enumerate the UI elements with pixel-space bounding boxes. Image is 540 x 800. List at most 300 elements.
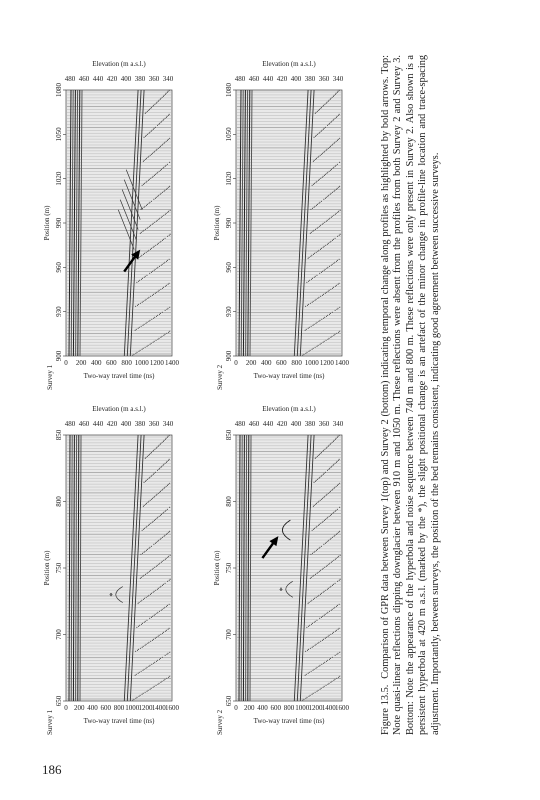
noise-speckle <box>332 168 333 169</box>
noise-speckle <box>324 270 325 271</box>
noise-speckle <box>138 626 139 627</box>
noise-speckle <box>334 143 335 144</box>
noise-speckle <box>145 323 146 324</box>
time-tick-label: 1400 <box>321 704 336 712</box>
noise-speckle <box>161 122 162 123</box>
noise-speckle <box>156 661 157 662</box>
noise-speckle <box>154 615 155 616</box>
elevation-tick-label: 340 <box>332 420 344 428</box>
noise-speckle <box>167 509 168 510</box>
noise-speckle <box>308 281 309 282</box>
noise-speckle <box>156 494 157 495</box>
noise-speckle <box>324 473 325 474</box>
time-tick-label: 200 <box>245 359 257 367</box>
position-tick-label: 1050 <box>55 127 63 142</box>
noise-speckle <box>333 560 334 561</box>
elevation-tick-label: 460 <box>78 75 90 83</box>
noise-speckle <box>322 569 323 570</box>
noise-speckle <box>148 666 149 667</box>
noise-speckle <box>162 192 163 193</box>
noise-speckle <box>339 259 340 260</box>
noise-speckle <box>160 539 161 540</box>
noise-speckle <box>325 127 326 128</box>
noise-speckle <box>143 254 144 255</box>
noise-speckle <box>169 459 170 460</box>
noise-speckle <box>337 557 338 558</box>
noise-speckle <box>314 160 315 161</box>
noise-speckle <box>336 630 337 631</box>
noise-speckle <box>317 691 318 692</box>
position-tick-label: 800 <box>225 496 233 507</box>
noise-speckle <box>146 181 147 182</box>
noise-speckle <box>158 469 159 470</box>
noise-speckle <box>312 349 313 350</box>
noise-speckle <box>146 644 147 645</box>
noise-speckle <box>137 352 138 353</box>
noise-speckle <box>337 188 338 189</box>
position-tick-label: 990 <box>55 217 63 229</box>
noise-speckle <box>327 172 328 173</box>
noise-speckle <box>169 507 170 508</box>
noise-speckle <box>146 550 147 551</box>
noise-speckle <box>155 590 156 591</box>
noise-speckle <box>322 153 323 154</box>
noise-speckle <box>334 488 335 489</box>
noise-speckle <box>318 690 319 691</box>
noise-speckle <box>318 110 319 111</box>
noise-speckle <box>161 121 162 122</box>
noise-speckle <box>159 683 160 684</box>
noise-speckle <box>317 134 318 135</box>
noise-speckle <box>159 611 160 612</box>
noise-speckle <box>327 125 328 126</box>
noise-speckle <box>326 103 327 104</box>
noise-speckle <box>169 652 170 653</box>
noise-speckle <box>337 461 338 462</box>
noise-speckle <box>310 256 311 257</box>
noise-speckle <box>326 685 327 686</box>
noise-speckle <box>169 580 170 581</box>
noise-speckle <box>325 590 326 591</box>
noise-speckle <box>150 570 151 571</box>
noise-speckle <box>330 194 331 195</box>
noise-speckle <box>319 454 320 455</box>
noise-speckle <box>330 241 331 242</box>
noise-speckle <box>309 257 310 258</box>
noise-speckle <box>305 306 306 307</box>
noise-speckle <box>135 651 136 652</box>
noise-speckle <box>316 480 317 481</box>
noise-speckle <box>146 503 147 504</box>
noise-speckle <box>318 595 319 596</box>
noise-speckle <box>165 238 166 239</box>
noise-speckle <box>162 216 163 217</box>
noise-speckle <box>321 593 322 594</box>
noise-speckle <box>149 226 150 227</box>
noise-speckle <box>150 249 151 250</box>
noise-speckle <box>153 152 154 153</box>
position-tick-label: 1020 <box>55 171 63 186</box>
noise-speckle <box>318 227 319 228</box>
noise-speckle <box>319 547 320 548</box>
noise-speckle <box>323 663 324 664</box>
noise-speckle <box>309 602 310 603</box>
noise-speckle <box>145 574 146 575</box>
noise-speckle <box>162 442 163 443</box>
noise-speckle <box>320 155 321 156</box>
noise-speckle <box>156 150 157 151</box>
hyperbola-star-marker: * <box>277 587 287 592</box>
noise-speckle <box>318 455 319 456</box>
noise-speckle <box>140 695 141 696</box>
noise-speckle <box>170 579 171 580</box>
noise-speckle <box>329 242 330 243</box>
noise-speckle <box>146 205 147 206</box>
noise-speckle <box>330 98 331 99</box>
noise-speckle <box>333 584 334 585</box>
noise-speckle <box>331 490 332 491</box>
noise-speckle <box>332 442 333 443</box>
noise-speckle <box>317 502 318 503</box>
noise-speckle <box>143 599 144 600</box>
noise-speckle <box>330 658 331 659</box>
noise-speckle <box>333 632 334 633</box>
noise-speckle <box>166 510 167 511</box>
noise-speckle <box>331 193 332 194</box>
noise-speckle <box>310 350 311 351</box>
noise-speckle <box>325 174 326 175</box>
noise-speckle <box>148 690 149 691</box>
noise-speckle <box>149 548 150 549</box>
noise-speckle <box>325 198 326 199</box>
time-axis-title: Two-way travel time (ns) <box>83 717 155 725</box>
noise-speckle <box>154 686 155 687</box>
noise-speckle <box>169 483 170 484</box>
noise-speckle <box>163 335 164 336</box>
noise-speckle <box>169 235 170 236</box>
noise-speckle <box>153 199 154 200</box>
noise-speckle <box>145 668 146 669</box>
noise-speckle <box>140 209 141 210</box>
noise-speckle <box>325 472 326 473</box>
noise-speckle <box>168 532 169 533</box>
noise-speckle <box>333 680 334 681</box>
noise-speckle <box>326 566 327 567</box>
noise-speckle <box>318 180 319 181</box>
noise-speckle <box>158 243 159 244</box>
position-tick-label: 700 <box>55 629 63 640</box>
noise-speckle <box>317 573 318 574</box>
noise-speckle <box>166 189 167 190</box>
noise-speckle <box>148 642 149 643</box>
noise-speckle <box>136 329 137 330</box>
noise-speckle <box>148 156 149 157</box>
noise-speckle <box>156 292 157 293</box>
noise-speckle <box>329 266 330 267</box>
noise-speckle <box>335 238 336 239</box>
noise-speckle <box>142 576 143 577</box>
noise-speckle <box>332 336 333 337</box>
noise-speckle <box>150 178 151 179</box>
noise-speckle <box>167 188 168 189</box>
noise-speckle <box>160 491 161 492</box>
noise-speckle <box>156 542 157 543</box>
time-tick-label: 600 <box>100 704 111 712</box>
noise-speckle <box>322 522 323 523</box>
noise-speckle <box>339 580 340 581</box>
noise-speckle <box>315 645 316 646</box>
noise-speckle <box>313 646 314 647</box>
noise-speckle <box>145 136 146 137</box>
noise-speckle <box>142 647 143 648</box>
position-tick-label: 960 <box>225 262 233 273</box>
noise-speckle <box>152 640 153 641</box>
noise-speckle <box>152 106 153 107</box>
noise-speckle <box>319 133 320 134</box>
elevation-tick-label: 400 <box>120 420 132 428</box>
noise-speckle <box>154 151 155 152</box>
noise-speckle <box>320 641 321 642</box>
noise-speckle <box>305 675 306 676</box>
noise-speckle <box>168 284 169 285</box>
noise-speckle <box>339 435 340 436</box>
elevation-tick-label: 440 <box>92 75 104 83</box>
noise-speckle <box>155 198 156 199</box>
noise-speckle <box>149 571 150 572</box>
noise-speckle <box>317 549 318 550</box>
elevation-tick-label: 340 <box>162 75 174 83</box>
noise-speckle <box>148 180 149 181</box>
noise-speckle <box>334 95 335 96</box>
noise-speckle <box>159 242 160 243</box>
noise-speckle <box>326 495 327 496</box>
noise-speckle <box>159 563 160 564</box>
noise-speckle <box>156 566 157 567</box>
noise-speckle <box>159 314 160 315</box>
elevation-tick-label: 440 <box>262 75 274 83</box>
noise-speckle <box>323 247 324 248</box>
elevation-tick-label: 460 <box>248 75 260 83</box>
noise-speckle <box>338 187 339 188</box>
noise-speckle <box>158 100 159 101</box>
time-tick-label: 600 <box>106 359 117 367</box>
noise-speckle <box>167 581 168 582</box>
noise-speckle <box>316 112 317 113</box>
noise-speckle <box>169 90 170 91</box>
noise-speckle <box>305 353 306 354</box>
noise-speckle <box>154 246 155 247</box>
position-tick-label: 650 <box>55 695 63 707</box>
noise-speckle <box>339 186 340 187</box>
noise-speckle <box>138 603 139 604</box>
noise-speckle <box>322 106 323 107</box>
noise-speckle <box>161 193 162 194</box>
noise-speckle <box>340 234 341 235</box>
time-tick-label: 1600 <box>335 704 349 712</box>
noise-speckle <box>321 688 322 689</box>
noise-speckle <box>145 276 146 277</box>
noise-speckle <box>156 149 157 150</box>
noise-speckle <box>163 680 164 681</box>
noise-speckle <box>311 600 312 601</box>
noise-speckle <box>312 694 313 695</box>
gpr-radargram-right-top <box>40 60 190 390</box>
noise-speckle <box>141 255 142 256</box>
noise-speckle <box>336 438 337 439</box>
position-tick-label: 990 <box>225 217 233 229</box>
noise-speckle <box>335 118 336 119</box>
noise-speckle <box>321 476 322 477</box>
noise-speckle <box>319 478 320 479</box>
noise-speckle <box>155 174 156 175</box>
noise-speckle <box>147 502 148 503</box>
noise-speckle <box>339 604 340 605</box>
noise-speckle <box>143 506 144 507</box>
noise-speckle <box>316 503 317 504</box>
noise-speckle <box>329 611 330 612</box>
noise-speckle <box>338 677 339 678</box>
noise-speckle <box>327 470 328 471</box>
time-tick-label: 1200 <box>149 359 164 367</box>
noise-speckle <box>339 162 340 163</box>
noise-speckle <box>139 625 140 626</box>
noise-speckle <box>166 141 167 142</box>
noise-speckle <box>157 244 158 245</box>
noise-speckle <box>314 183 315 184</box>
noise-speckle <box>328 195 329 196</box>
noise-speckle <box>145 621 146 622</box>
time-tick-label: 800 <box>113 704 125 712</box>
noise-speckle <box>331 265 332 266</box>
noise-speckle <box>158 219 159 220</box>
noise-speckle <box>320 665 321 666</box>
position-tick-label: 900 <box>55 350 63 362</box>
noise-speckle <box>166 309 167 310</box>
noise-speckle <box>158 493 159 494</box>
noise-speckle <box>335 166 336 167</box>
noise-speckle <box>155 543 156 544</box>
noise-speckle <box>157 541 158 542</box>
noise-speckle <box>162 489 163 490</box>
noise-speckle <box>337 533 338 534</box>
time-tick-label: 1000 <box>134 359 149 367</box>
noise-speckle <box>329 123 330 124</box>
noise-speckle <box>313 599 314 600</box>
noise-speckle <box>331 514 332 515</box>
noise-speckle <box>144 277 145 278</box>
noise-speckle <box>143 575 144 576</box>
noise-speckle <box>147 251 148 252</box>
noise-speckle <box>313 670 314 671</box>
noise-speckle <box>145 458 146 459</box>
noise-speckle <box>328 148 329 149</box>
noise-speckle <box>157 267 158 268</box>
gpr-panel-right-top <box>40 60 190 390</box>
gpr-panel-left-bottom <box>210 405 360 735</box>
noise-speckle <box>316 158 317 159</box>
noise-speckle <box>332 144 333 145</box>
noise-speckle <box>325 543 326 544</box>
noise-speckle <box>163 632 164 633</box>
time-tick-label: 1200 <box>138 704 153 712</box>
noise-speckle <box>145 206 146 207</box>
position-tick-label: 930 <box>225 306 233 317</box>
noise-speckle <box>132 700 133 701</box>
noise-speckle <box>164 190 165 191</box>
noise-speckle <box>321 154 322 155</box>
noise-speckle <box>156 102 157 103</box>
noise-speckle <box>324 222 325 223</box>
noise-speckle <box>147 456 148 457</box>
noise-speckle <box>150 453 151 454</box>
time-tick-label: 1200 <box>319 359 334 367</box>
noise-speckle <box>160 443 161 444</box>
noise-speckle <box>313 230 314 231</box>
noise-speckle <box>144 324 145 325</box>
noise-speckle <box>151 248 152 249</box>
noise-speckle <box>315 574 316 575</box>
noise-speckle <box>335 286 336 287</box>
noise-speckle <box>326 197 327 198</box>
time-tick-label: 1000 <box>295 704 310 712</box>
position-tick-label: 800 <box>55 496 63 507</box>
noise-speckle <box>317 456 318 457</box>
noise-speckle <box>152 271 153 272</box>
noise-speckle <box>317 322 318 323</box>
noise-speckle <box>317 111 318 112</box>
noise-speckle <box>162 561 163 562</box>
noise-speckle <box>327 684 328 685</box>
noise-speckle <box>154 222 155 223</box>
position-tick-label: 850 <box>225 429 233 441</box>
noise-speckle <box>329 468 330 469</box>
noise-speckle <box>143 184 144 185</box>
noise-speckle <box>315 136 316 137</box>
noise-speckle <box>323 568 324 569</box>
noise-speckle <box>327 589 328 590</box>
noise-speckle <box>148 297 149 298</box>
noise-speckle <box>338 532 339 533</box>
noise-speckle <box>168 677 169 678</box>
noise-speckle <box>321 319 322 320</box>
noise-speckle <box>164 488 165 489</box>
noise-speckle <box>315 206 316 207</box>
noise-speckle <box>336 213 337 214</box>
noise-speckle <box>307 305 308 306</box>
noise-speckle <box>139 602 140 603</box>
time-tick-label: 400 <box>91 359 102 367</box>
noise-speckle <box>156 103 157 104</box>
noise-speckle <box>315 621 316 622</box>
noise-speckle <box>151 452 152 453</box>
noise-speckle <box>324 662 325 663</box>
noise-speckle <box>315 668 316 669</box>
noise-speckle <box>321 499 322 500</box>
noise-speckle <box>139 327 140 328</box>
elevation-tick-label: 480 <box>234 75 246 83</box>
noise-speckle <box>166 654 167 655</box>
noise-speckle <box>166 93 167 94</box>
noise-speckle <box>331 122 332 123</box>
noise-speckle <box>168 484 169 485</box>
noise-speckle <box>135 330 136 331</box>
noise-speckle <box>137 305 138 306</box>
noise-speckle <box>143 646 144 647</box>
noise-speckle <box>149 132 150 133</box>
noise-speckle <box>333 512 334 513</box>
noise-speckle <box>157 315 158 316</box>
elevation-tick-label: 440 <box>92 420 104 428</box>
